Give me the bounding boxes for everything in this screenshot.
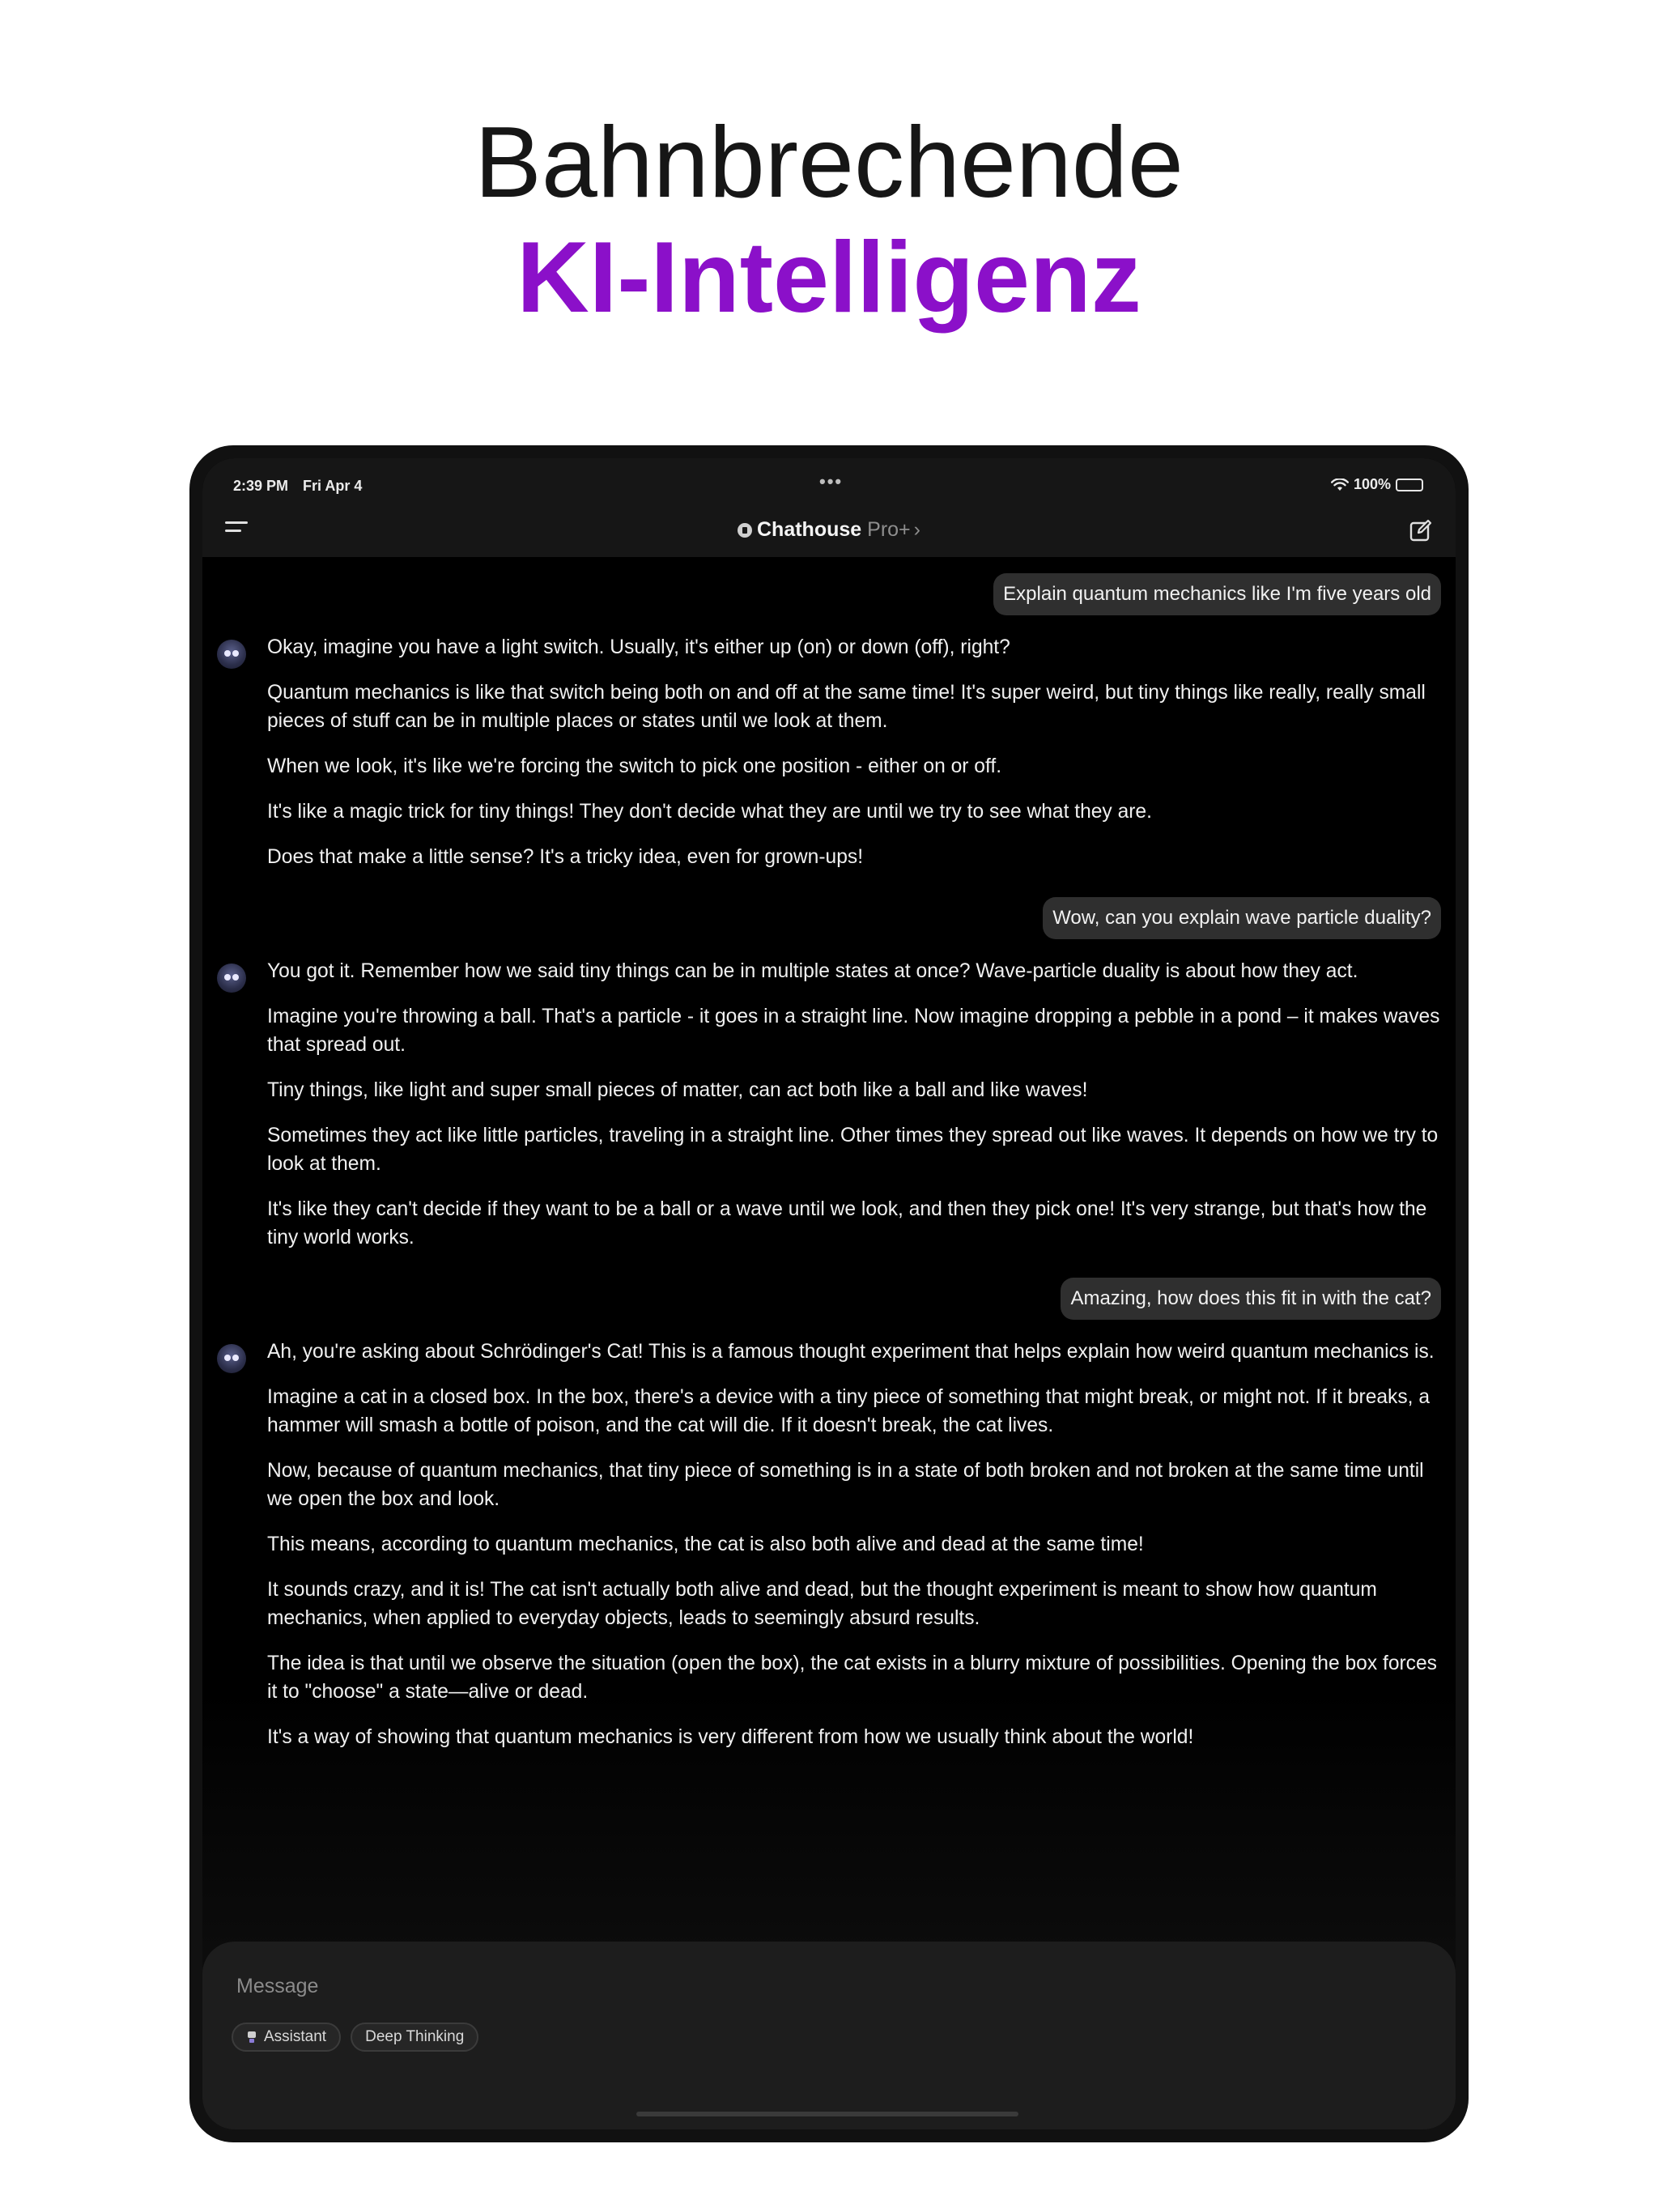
message-paragraph: It's a way of showing that quantum mechanics is very different from how we usually think about the world! (267, 1726, 1194, 1748)
home-indicator[interactable] (636, 2112, 1018, 2116)
battery-icon (1396, 479, 1423, 491)
message-paragraph: This means, according to quantum mechanics, the cat is also both alive and dead at the same time! (267, 1534, 1144, 1555)
message-paragraph: The idea is that until we observe the situation (open the box), the cat exists in a blurry mixture of possibilities. Opening the box forces it to "choose" a state—alive or dead. (267, 1653, 1437, 1703)
app-name: Chathouse (757, 518, 862, 541)
assistant-message (267, 1338, 1441, 1768)
assistant-message (267, 957, 1441, 1269)
headline-line-2: KI-Intelligenz (517, 222, 1141, 334)
assistant-avatar-icon (217, 963, 246, 993)
chip-label: Deep Thinking (365, 2028, 465, 2045)
message-paragraph: Now, because of quantum mechanics, that tiny piece of something is in a state of both broken and not broken at the same time until we open the box and look. (267, 1460, 1424, 1510)
assistant-chip[interactable] (232, 2023, 341, 2052)
plan-tier: Pro+ (867, 518, 911, 541)
user-message: Wow, can you explain wave particle duality? (1043, 897, 1441, 939)
message-paragraph: Imagine you're throwing a ball. That's a particle - it goes in a straight line. Now imagine dropping a pebble in a pond – it makes waves that spread out. (267, 1006, 1440, 1056)
deep-thinking-chip[interactable] (351, 2023, 478, 2052)
user-message: Amazing, how does this fit in with the cat? (1061, 1278, 1441, 1320)
message-paragraph: Does that make a little sense? It's a tricky idea, even for grown-ups! (267, 846, 864, 868)
chathouse-logo-icon (738, 523, 752, 538)
message-paragraph: It sounds crazy, and it is! The cat isn't actually both alive and dead, but the thought experiment is meant to show how quantum mechanics, when applied to everyday objects, leads to seemingly absurd results. (267, 1579, 1377, 1629)
status-time: 2:39 PM (233, 478, 289, 494)
status-indicators (1331, 476, 1423, 493)
chat-thread[interactable] (202, 557, 1456, 2129)
marketing-headline (0, 105, 1658, 335)
status-bar (202, 458, 1456, 504)
assistant-message (267, 633, 1441, 888)
message-paragraph: Sometimes they act like little particles, traveling in a straight line. Other times they spread out like waves. It depends on how we try to look at them. (267, 1125, 1439, 1175)
status-date: Fri Apr 4 (303, 478, 363, 494)
message-paragraph: You got it. Remember how we said tiny things can be in multiple states at once? Wave-particle duality is about how they act. (267, 960, 1358, 982)
message-paragraph: Quantum mechanics is like that switch being both on and off at the same time! It's super weird, but tiny things like really, really small pieces of stuff can be in multiple places or states until we look at them. (267, 682, 1426, 732)
model-selector[interactable] (202, 518, 1456, 542)
message-paragraph: Ah, you're asking about Schrödinger's Cat! This is a famous thought experiment that helps explain how weird quantum mechanics is. (267, 1341, 1435, 1363)
message-paragraph: It's like they can't decide if they want to be a ball or a wave until we look, and then they pick one! It's very strange, but that's how the tiny world works. (267, 1198, 1427, 1249)
multitasking-dots-icon[interactable]: ••• (819, 471, 844, 491)
app-screen (202, 458, 1456, 2129)
message-paragraph: Imagine a cat in a closed box. In the box, there's a device with a tiny piece of something that might break, or might not. If it breaks, a hammer will smash a bottle of poison, and the cat will die. If it doesn't break, the cat lives. (267, 1386, 1430, 1436)
chevron-right-icon: › (913, 518, 920, 541)
ipad-frame (189, 445, 1469, 2142)
message-input[interactable] (235, 1974, 963, 1999)
message-paragraph: When we look, it's like we're forcing the switch to pick one position - either on or off. (267, 755, 1002, 777)
message-paragraph: Okay, imagine you have a light switch. Usually, it's either up (on) or down (off), right? (267, 636, 1010, 658)
assistant-avatar-icon (217, 640, 246, 669)
mode-chips (232, 2023, 478, 2052)
message-paragraph: Tiny things, like light and super small pieces of matter, can act both like a ball and like waves! (267, 1079, 1088, 1101)
headline-line-1: Bahnbrechende (474, 107, 1184, 219)
message-paragraph: It's like a magic trick for tiny things! They don't decide what they are until we try to see what they are. (267, 801, 1152, 823)
battery-percent: 100% (1353, 476, 1391, 492)
nav-bar (202, 504, 1456, 557)
user-message: Explain quantum mechanics like I'm five years old (993, 573, 1441, 615)
message-composer (202, 1942, 1456, 2129)
wifi-icon (1331, 479, 1349, 491)
compose-icon[interactable] (1409, 518, 1433, 542)
assistant-avatar-icon (217, 1344, 246, 1373)
chip-label: Assistant (264, 2028, 327, 2045)
assistant-icon (246, 2031, 257, 2044)
